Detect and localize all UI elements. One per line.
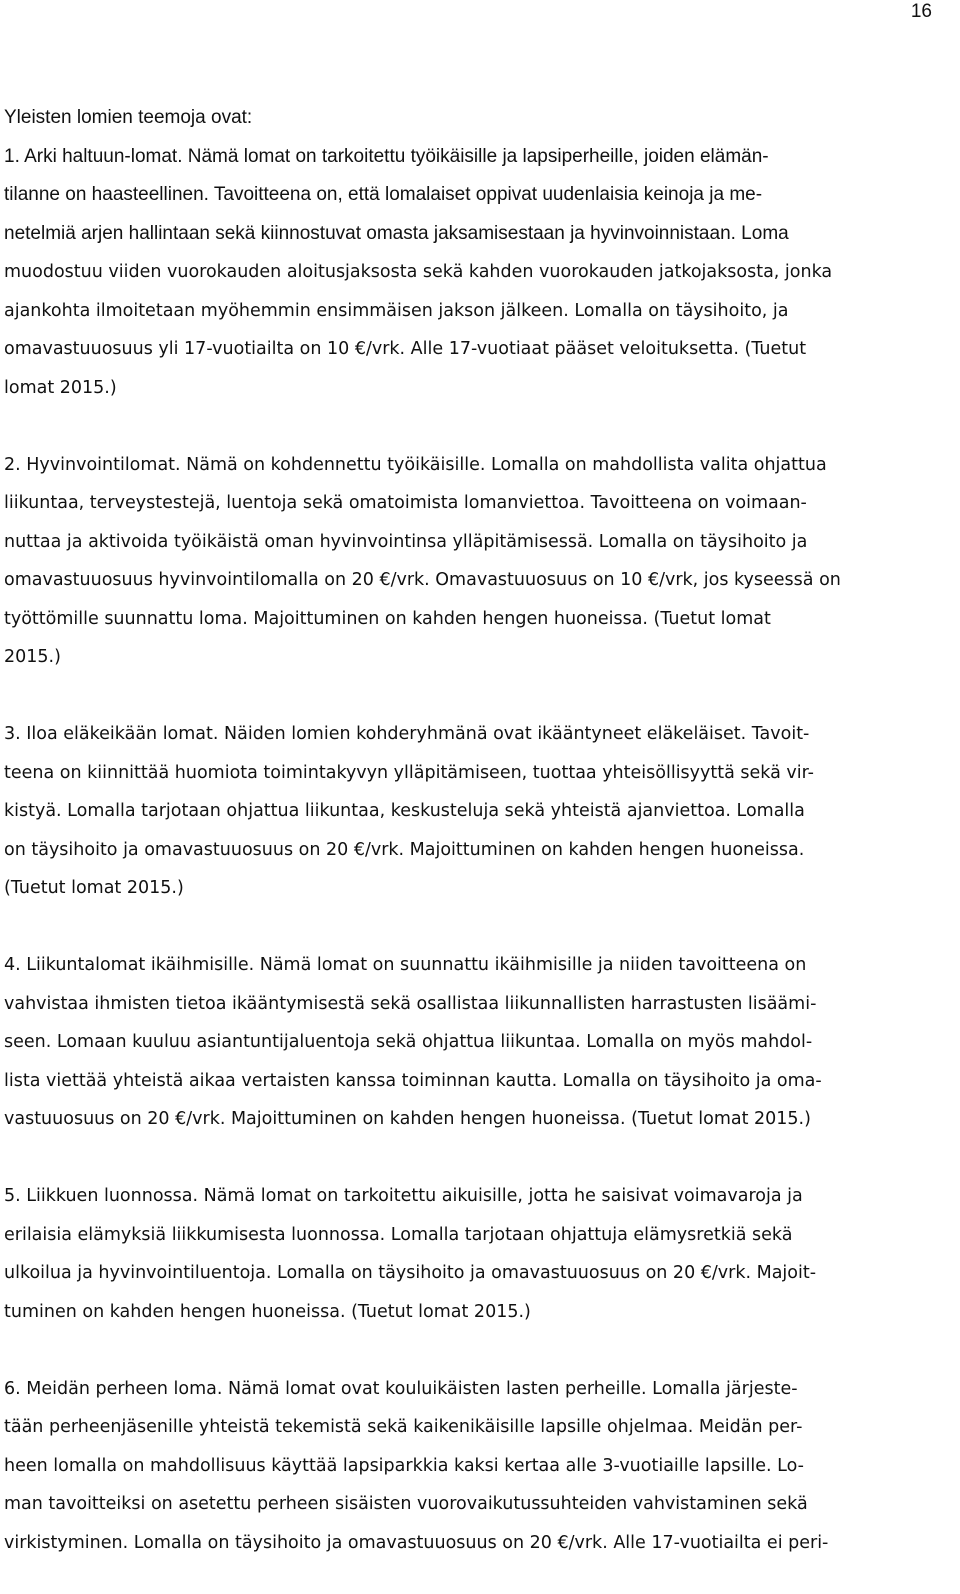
paragraph-line: man tavoitteiksi on asetettu perheen sisäisten vuorovaikutussuhteiden vahvistaminen sekä — [4, 1494, 808, 1514]
paragraph-line: 2015.) — [4, 647, 61, 667]
theme-1-paragraph — [4, 138, 940, 408]
paragraph-line: ulkoilua ja hyvinvointiluentoja. Lomalla on täysihoito ja omavastuuosuus on 20 €/vrk. Majoit- — [4, 1263, 817, 1283]
paragraph-line: tilanne on haasteellinen. Tavoitteena on, että lomalaiset oppivat uudenlaisia keinoja ja me- — [4, 184, 763, 205]
page-number: 16 — [910, 1, 932, 22]
theme-3-paragraph — [4, 715, 940, 908]
paragraph-line: omavastuuosuus hyvinvointilomalla on 20 €/vrk. Omavastuuosuus on 10 €/vrk, jos kyseessä on — [4, 570, 841, 590]
paragraph-line: muodostuu viiden vuorokauden aloitusjaksosta sekä kahden vuorokauden jatkojaksosta, jonka — [4, 262, 833, 282]
theme-6-paragraph — [4, 1370, 940, 1563]
paragraph-line: 2. Hyvinvointilomat. Nämä on kohdennettu työikäisille. Lomalla on mahdollista valita ohjattua — [4, 454, 827, 475]
intro-heading: Yleisten lomien teemoja ovat: — [4, 107, 253, 128]
paragraph-line: virkistyminen. Lomalla on täysihoito ja omavastuuosuus on 20 €/vrk. Alle 17-vuotiailta ei peri- — [4, 1532, 829, 1553]
paragraph-line: seen. Lomaan kuuluu asiantuntijaluentoja sekä ohjattua liikuntaa. Lomalla on myös mahdol- — [4, 1032, 813, 1052]
paragraph-line: lista viettää yhteistä aikaa vertaisten kanssa toiminnan kautta. Lomalla on täysihoito ja oma- — [4, 1070, 822, 1091]
paragraph-line: 6. Meidän perheen loma. Nämä lomat ovat kouluikäisten lasten perheille. Lomalla järjeste- — [4, 1378, 798, 1399]
paragraph-line: erilaisia elämyksiä liikkumisesta luonnossa. Lomalla tarjotaan ohjattuja elämysretkiä sekä — [4, 1224, 793, 1245]
theme-4-paragraph — [4, 946, 940, 1139]
paragraph-gap — [4, 1331, 940, 1370]
paragraph-line: lomat 2015.) — [4, 377, 117, 398]
paragraph-line: netelmiä arjen hallintaan sekä kiinnostuvat omasta jaksamisestaan ja hyvinvoinnistaan. Loma — [4, 222, 789, 244]
paragraph-line: on täysihoito ja omavastuuosuus on 20 €/vrk. Majoittuminen on kahden hengen huoneissa. — [4, 839, 805, 860]
paragraph-gap — [4, 407, 940, 446]
paragraph-line: 1. Arki haltuun-lomat. Nämä lomat on tarkoitettu työikäisille ja lapsiperheille, joiden elämän- — [4, 145, 769, 167]
paragraph-line: 5. Liikkuen luonnossa. Nämä lomat on tarkoitettu aikuisille, jotta he saisivat voimavaroja ja — [4, 1186, 803, 1206]
paragraph-line: (Tuetut lomat 2015.) — [4, 878, 184, 898]
paragraph-line: liikuntaa, terveystestejä, luentoja sekä omatoimista lomanviettoa. Tavoitteena on voimaan- — [4, 493, 807, 513]
paragraph-gap — [4, 677, 940, 716]
paragraph-line: vahvistaa ihmisten tietoa ikääntymisestä sekä osallistaa liikunnallisten harrastusten lisäämi- — [4, 993, 817, 1014]
paragraph-line: omavastuuosuus yli 17-vuotiailta on 10 €/vrk. Alle 17-vuotiaat pääset veloituksetta. (Tuetut — [4, 339, 807, 359]
paragraph-line: nuttaa ja aktivoida työikäistä oman hyvinvointinsa ylläpitämisessä. Lomalla on täysihoito ja — [4, 531, 808, 552]
paragraph-line: työttömille suunnattu loma. Majoittuminen on kahden hengen huoneissa. (Tuetut lomat — [4, 608, 771, 629]
paragraph-line: 3. Iloa eläkeikään lomat. Näiden lomien kohderyhmänä ovat ikääntyneet eläkeläiset. Tavoit- — [4, 724, 810, 744]
paragraph-line: heen lomalla on mahdollisuus käyttää lapsiparkkia kaksi kertaa alle 3-vuotiaille lapsille. Lo- — [4, 1455, 804, 1476]
paragraph-line: teena on kiinnittää huomiota toimintakyvyn ylläpitämiseen, tuottaa yhteisöllisyyttä sekä vir- — [4, 762, 814, 783]
paragraph-gap — [4, 1139, 940, 1178]
theme-2-paragraph — [4, 446, 940, 677]
paragraph-line: kistyä. Lomalla tarjotaan ohjattua liikuntaa, keskusteluja sekä yhteistä ajanviettoa. Lomalla — [4, 801, 805, 821]
paragraph-line: tuminen on kahden hengen huoneissa. (Tuetut lomat 2015.) — [4, 1301, 531, 1322]
paragraph-line: vastuuosuus on 20 €/vrk. Majoittuminen on kahden hengen huoneissa. (Tuetut lomat 2015.) — [4, 1109, 811, 1129]
paragraph-gap — [4, 908, 940, 947]
paragraph-line: 4. Liikuntalomat ikäihmisille. Nämä lomat on suunnattu ikäihmisille ja niiden tavoitteena on — [4, 955, 807, 975]
paragraph-line: ajankohta ilmoitetaan myöhemmin ensimmäisen jakson jälkeen. Lomalla on täysihoito, ja — [4, 300, 789, 321]
theme-5-paragraph — [4, 1177, 940, 1331]
paragraph-line: tään perheenjäsenille yhteistä tekemistä sekä kaikenikäisille lapsille ohjelmaa. Meidän per- — [4, 1417, 803, 1437]
document-body — [4, 99, 940, 1562]
